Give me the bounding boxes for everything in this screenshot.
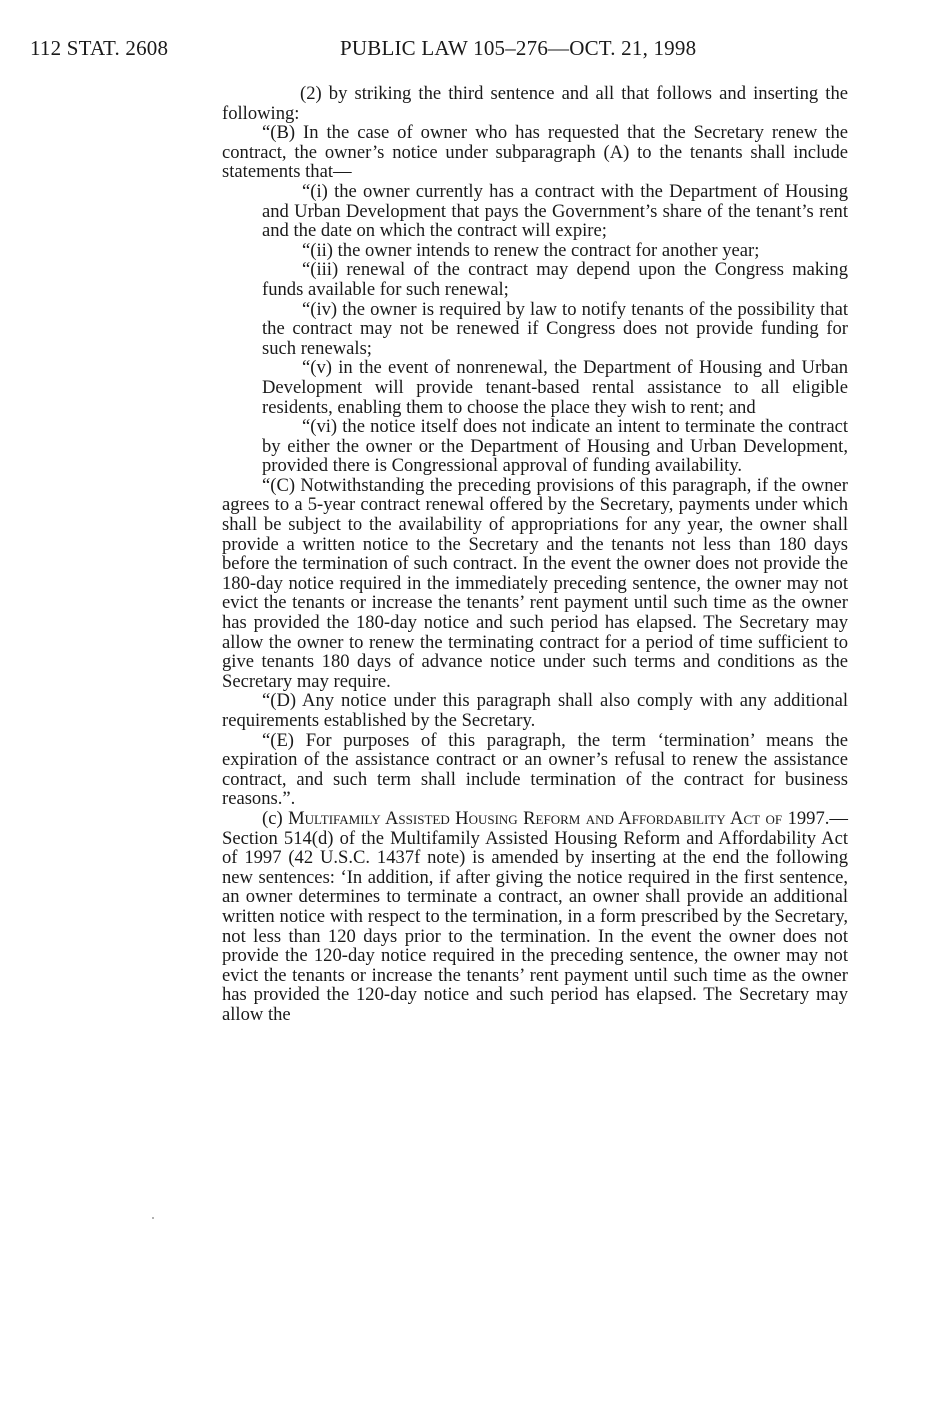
subsection-c-body: —Section 514(d) of the Multifamily Assisted Housing Reform and Affordability Act of 1997 (42 U.S.C. 1437f note) is amended by inserting at the end the following new sentences: ‘In addition, if after giving the notice required in the first sentence, an owner determines to terminate a contract, an owner shall provide an additional written notice with respect to the termination, in a form prescribed by the Secretary, not less than 120 days prior to the termination. In the event the owner does not provide the 120-day notice required in the preceding sentence, the owner may not evict the tenants or increase the tenants’ rent payment until such time as the owner has provided the 120-day notice and such period has elapsed. The Secretary may allow the — [222, 807, 848, 1025]
subsection-c — [222, 809, 848, 1025]
subsection-c-heading: Multifamily Assisted Housing Reform and Affordability Act of 1997. — [288, 807, 830, 829]
clause-iv: “(iv) the owner is required by law to notify tenants of the possibility that the contract may not be renewed if Congress does not provide funding for such renewals; — [262, 298, 848, 359]
clause-v: “(v) in the event of nonrenewal, the Department of Housing and Urban Development will provide tenant-based rental assistance to all eligible residents, enabling them to choose the place they wish to rent; and — [262, 357, 848, 418]
public-law-title: PUBLIC LAW 105–276—OCT. 21, 1998 — [340, 36, 697, 60]
paragraph-b: “(B) In the case of owner who has requested that the Secretary renew the contract, the owner’s notice under subparagraph (A) to the tenants shall include statements that— — [222, 122, 848, 183]
clause-iii: “(iii) renewal of the contract may depend upon the Congress making funds available for such renewal; — [262, 259, 848, 300]
paragraph-e: “(E) For purposes of this paragraph, the term ‘termination’ means the expiration of the assistance contract or an owner’s refusal to renew the assistance contract, and such term shall include termination of the contract for business reasons.”. — [222, 729, 848, 810]
paragraph-2: (2) by striking the third sentence and all that follows and inserting the following: — [222, 83, 848, 124]
statute-citation: 112 STAT. 2608 — [30, 36, 169, 60]
paragraph-d: “(D) Any notice under this paragraph shall also comply with any additional requirements established by the Secretary. — [222, 690, 848, 731]
paragraph-c: “(C) Notwithstanding the preceding provisions of this paragraph, if the owner agrees to a 5-year contract renewal offered by the Secretary, payments under which shall be subject to the availability of appropriations for any year, the owner shall provide a written notice to the Secretary and the tenants not less than 180 days before the termination of such contract. In the event the owner does not provide the 180-day notice required in the immediately preceding sentence, the owner may not evict the tenants or increase the tenants’ rent payment until such time as the owner has provided the 180-day notice and such period has elapsed. The Secretary may allow the owner to renew the terminating contract for a period of time sufficient to give tenants 180 days of advance notice under such terms and conditions as the Secretary may require. — [222, 474, 848, 692]
subsection-c-label: (c) — [262, 807, 283, 829]
scan-speck — [152, 1217, 154, 1219]
document-body — [222, 84, 848, 1025]
clause-ii: “(ii) the owner intends to renew the contract for another year; — [302, 239, 760, 261]
clause-i: “(i) the owner currently has a contract with the Department of Housing and Urban Development that pays the Government’s share of the tenant’s rent and the date on which the contract will expire; — [262, 180, 848, 242]
clause-vi: “(vi) the notice itself does not indicate an intent to terminate the contract by either the owner or the Department of Housing and Urban Development, provided there is Congressional approval of funding availability. — [262, 416, 848, 477]
